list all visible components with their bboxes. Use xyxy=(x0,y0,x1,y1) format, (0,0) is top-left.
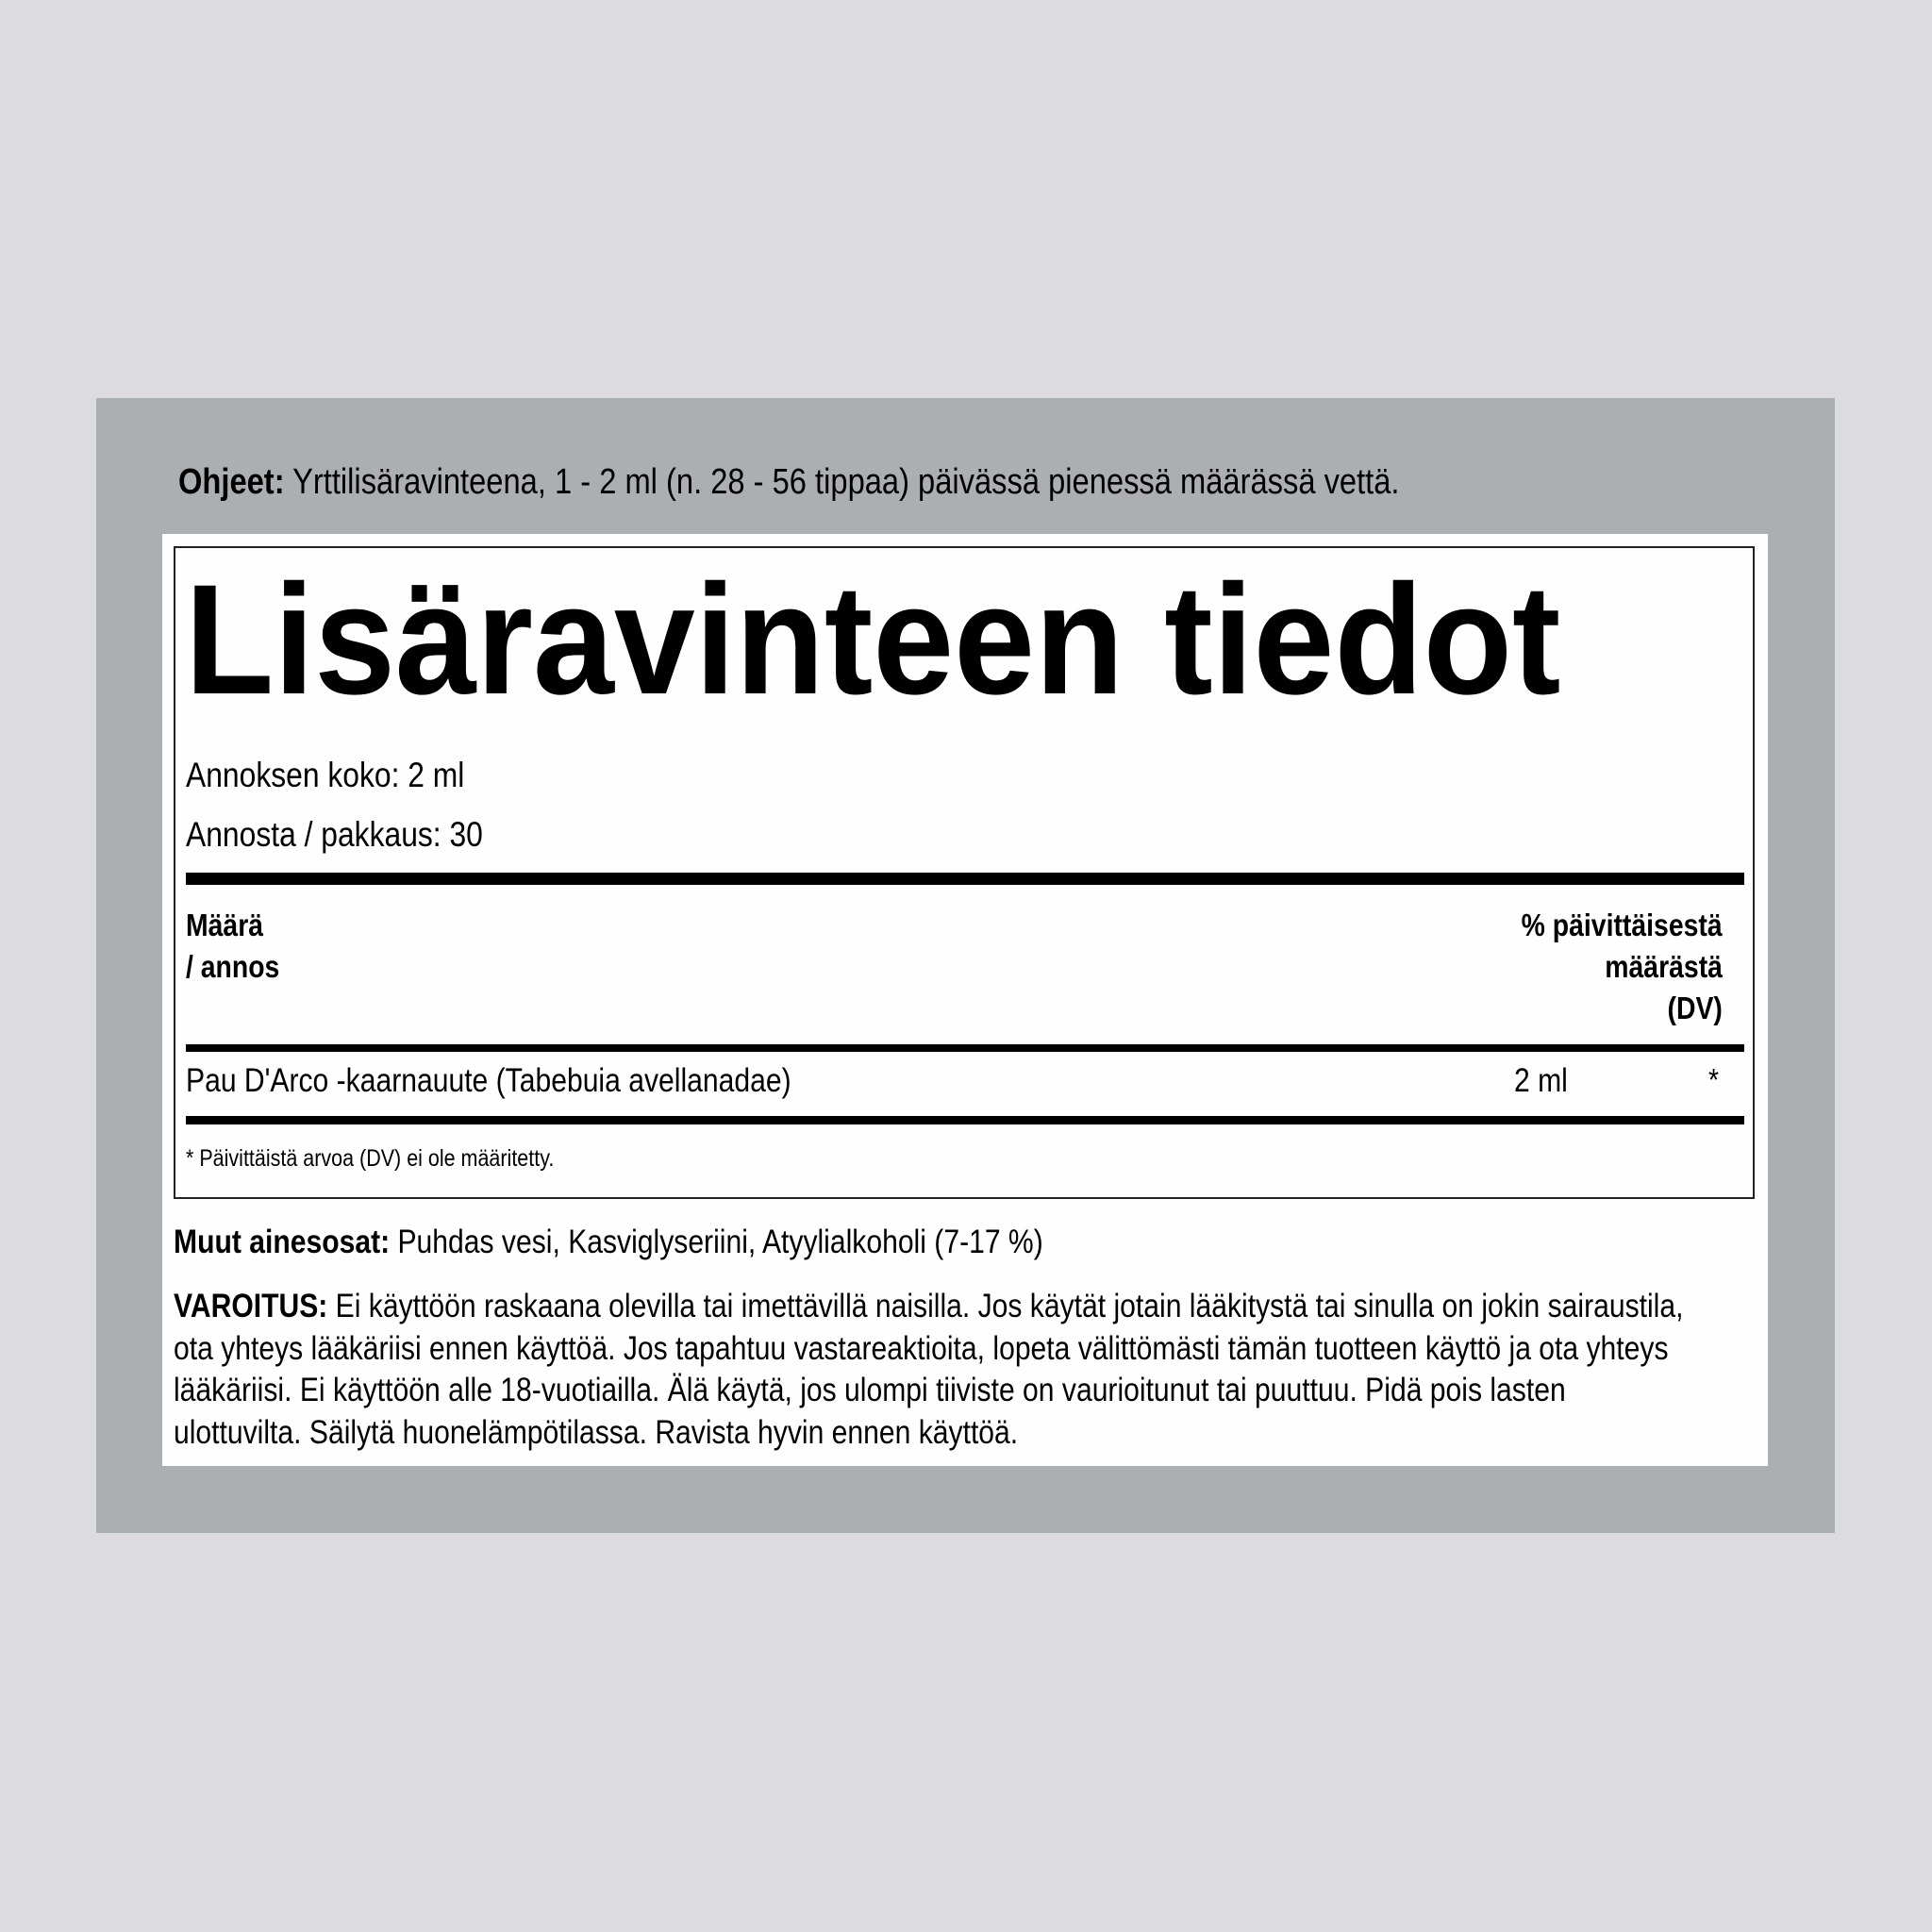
header-dv-1: % päivittäisestä xyxy=(1522,908,1723,942)
divider xyxy=(186,1116,1744,1124)
serving-size: Annoksen koko: 2 ml xyxy=(186,756,465,794)
footnote: * Päivittäistä arvoa (DV) ei ole määritetty. xyxy=(186,1145,555,1172)
thick-divider xyxy=(186,873,1744,885)
divider xyxy=(186,1044,1744,1052)
warning-text: Ei käyttöön raskaana olevilla tai imettävillä naisilla. Jos käytät jotain lääkitystä tai sinulla on jokin sairaustila, xyxy=(327,1288,1684,1324)
warning-line: ulottuvilta. Säilytä huonelämpötilassa. Ravista hyvin ennen käyttöä. xyxy=(174,1414,1019,1451)
warning-line: ota yhteys lääkäriisi ennen käyttöä. Jos tapahtuu vastareaktioita, lopeta välittömästi tämän tuotteen käyttö ja ota yhteys xyxy=(174,1330,1669,1367)
header-amount-2: / annos xyxy=(186,949,280,984)
other-ingredients xyxy=(174,1225,1043,1258)
servings-per-container: Annosta / pakkaus: 30 xyxy=(186,815,483,854)
ingredient-amount: 2 ml xyxy=(1514,1062,1568,1099)
warning-line: lääkäriisi. Ei käyttöön alle 18-vuotiailla. Älä käytä, jos ulompi tiiviste on vaurioitunut tai puuttuu. Pidä pois lasten xyxy=(174,1372,1566,1408)
directions xyxy=(178,464,1400,500)
header-amount-1: Määrä xyxy=(186,908,264,942)
warning-line xyxy=(174,1290,1683,1323)
directions-label: Ohjeet: xyxy=(178,462,285,502)
other-ingredients-label: Muut ainesosat: xyxy=(174,1224,391,1260)
ingredient-dv: * xyxy=(1708,1062,1720,1097)
warning-label: VAROITUS: xyxy=(174,1288,328,1324)
header-dv-3: (DV) xyxy=(1667,991,1723,1025)
other-ingredients-text: Puhdas vesi, Kasviglyseriini, Atyylialkoholi (7-17 %) xyxy=(390,1224,1043,1260)
directions-text: Yrttilisäravinteena, 1 - 2 ml (n. 28 - 56 tippaa) päivässä pienessä määrässä vettä. xyxy=(284,462,1400,502)
ingredient-name: Pau D'Arco -kaarnauute (Tabebuia avellanadae) xyxy=(186,1062,791,1099)
facts-title: Lisäravinteen tiedot xyxy=(185,553,1561,727)
header-dv-2: määrästä xyxy=(1605,949,1723,984)
